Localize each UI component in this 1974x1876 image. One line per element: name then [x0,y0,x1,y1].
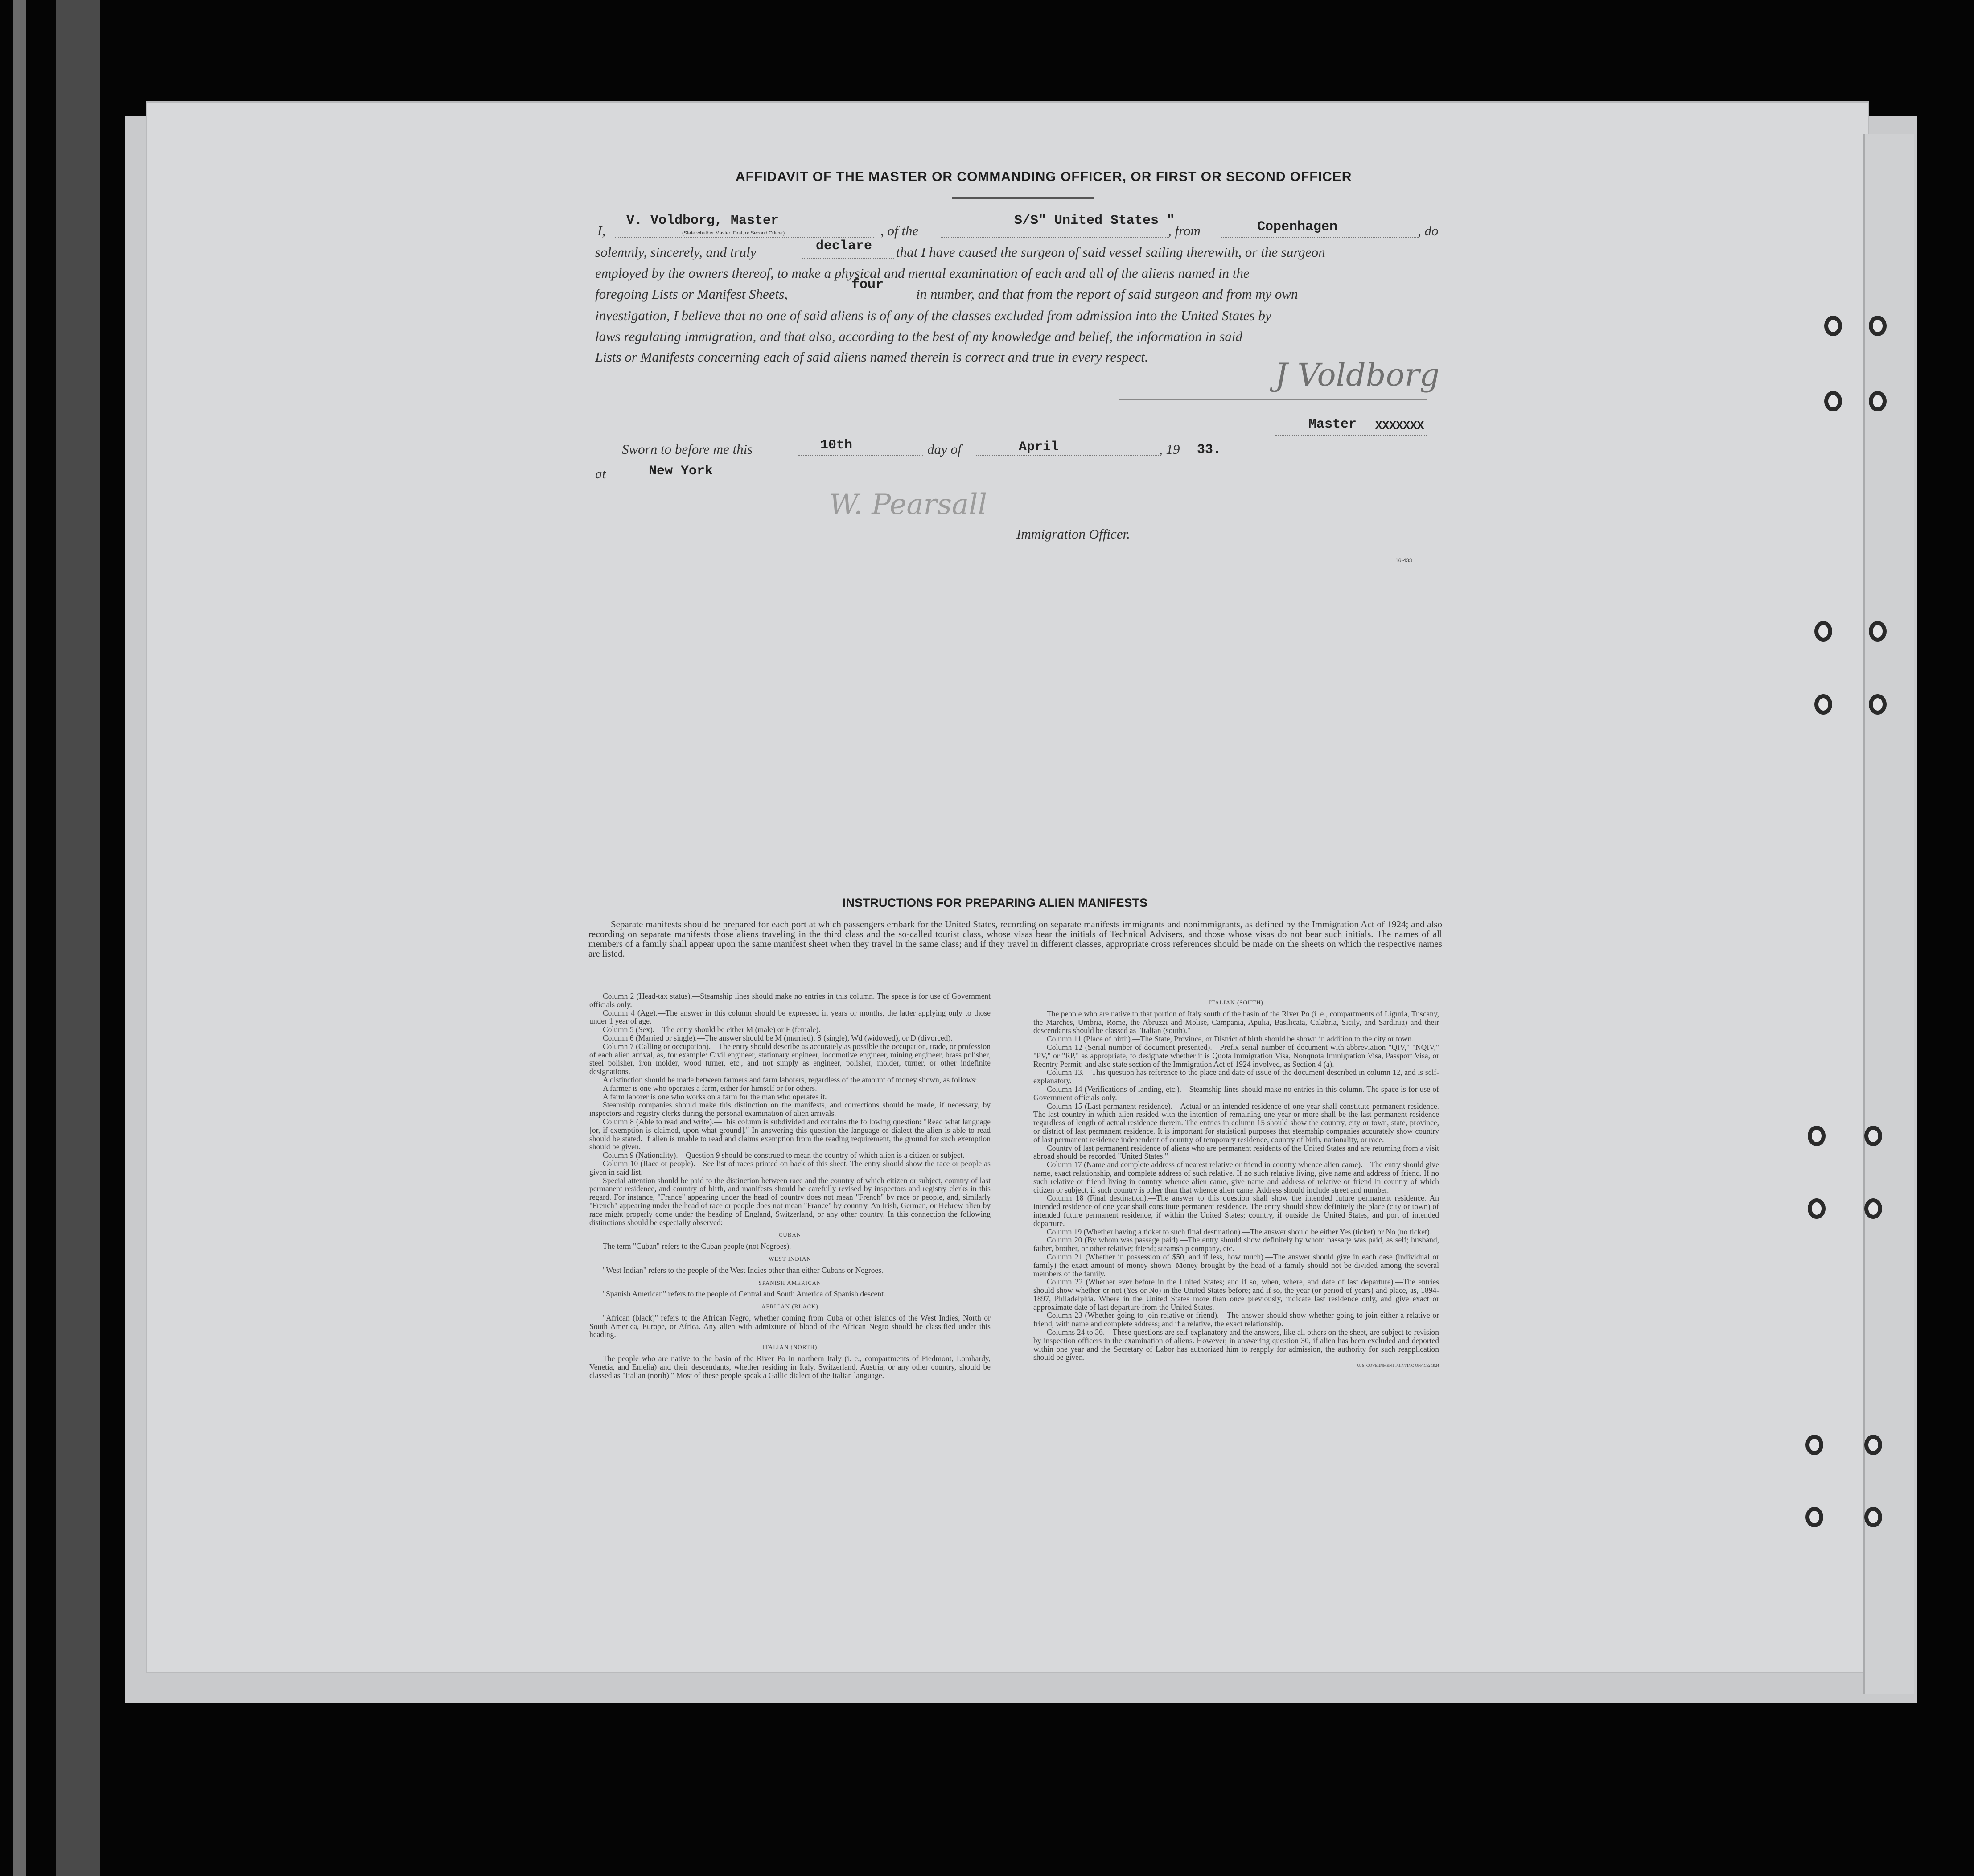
instruction-paragraph: A farm laborer is one who works on a farm for the man who operates it. [603,1092,827,1101]
instruction-paragraph: Column 21 (Whether in possession of $50, and if less, how much).—The answer should give in each case (individual or family) the exact amount of money shown. Money brought by the head of a family should not be divided among the several members of the family. [1033,1252,1439,1278]
sworn-place: New York [649,464,713,479]
binder-hole [1869,316,1887,336]
affidavit-line-7: Lists or Manifests concerning each of said aliens named therein is correct and true in every respect. [595,349,1148,365]
instruction-paragraph: A distinction should be made between farmers and farm laborers, regardless of the amount of money shown, as follows: [603,1075,977,1084]
instructions-right-column [1033,999,1439,1370]
instruction-paragraph: Column 5 (Sex).—The entry should be either M (male) or F (female). [603,1025,821,1034]
sworn-at: at [595,466,606,481]
fill-line [798,455,923,456]
instruction-paragraph: Column 4 (Age).—The answer in this column should be expressed in years or months, the latter applying only to those under 1 year of age. [589,1008,991,1026]
vessel-name: S/S" United States " [1014,213,1175,228]
port-of-departure: Copenhagen [1257,219,1338,234]
sworn-day: 10th [820,438,853,453]
sworn-c: , 19 [1159,441,1180,457]
affidavit-line-1-d: , do [1418,223,1439,239]
binder-hole [1805,1435,1823,1455]
instruction-paragraph: Column 13.—This question has reference to the place and date of issue of the document described in column 12, and is self-explanatory. [1033,1068,1439,1086]
instruction-paragraph: Column 17 (Name and complete address of nearest relative or friend in country whence alien came).—The entry should give name, exact relationship, and complete address of such relative. If no such relative living, give name and address of friend. If no such relative or friend living in country whence alien came, give name and address of relative or friend in country of which citizen or subject, if such country is other than that whence alien came. Address should include street and number. [1033,1160,1439,1194]
affidavit-line-4-b: in number, and that from the report of said surgeon and from my own [916,286,1298,302]
instruction-paragraph: The people who are native to that portion of Italy south of the basin of the River Po (i. e., compartments of Liguria, Tuscany, the Marches, Umbria, Rome, the Abruzzi and Molise, Campania, Apulia, Basilicata, Calabria, Sicily, and Sardinia) and their descendants should be classed as "Italian (south)." [1033,1009,1439,1035]
instruction-paragraph: Column 7 (Calling or occupation).—The entry should describe as accurately as possible the occupation, trade, or profession of each alien arrival, as, for example: Civil engineer, stationary engineer, locomotive engineer, mining engineer, brass polisher, steel polisher, iron molder, wood turner, etc., and not simply as engineer, polisher, molder, turner, or other indefinite designations. [589,1041,991,1076]
affidavit-line-2-a: solemnly, sincerely, and truly [595,244,757,260]
instruction-paragraph: Column 2 (Head-tax status).—Steamship lines should make no entries in this column. The space is for use of Government officials only. [589,991,991,1009]
instructions-left-column [589,992,991,1379]
instruction-paragraph: Column 23 (Whether going to join relative or friend).—The answer should show whether going to join either a relative or friend, with name and complete address; and if a relative, the exact relationship. [1033,1311,1439,1329]
immigration-officer-signature: W. Pearsall [829,488,987,521]
sworn-b: day of [927,441,962,457]
affidavit-line-3: employed by the owners thereof, to make a physical and mental examination of each and all of the aliens named in the [595,265,1250,281]
affidavit-line-5: investigation, I believe that no one of said aliens is of any of the classes excluded from admission into the United States by [595,308,1271,323]
signature-line [1119,399,1427,400]
affidavit-line-6: laws regulating immigration, and that also, according to the best of my knowledge and belief, the information in said [595,329,1243,344]
race-heading: SPANISH AMERICAN [758,1279,822,1286]
binder-hole [1814,694,1832,715]
instruction-paragraph: A farmer is one who operates a farm, either for himself or for others. [603,1083,817,1093]
affidavit-line-1-a: I, [597,223,606,239]
instruction-paragraph: Column 11 (Place of birth).—The State, Province, or District of birth should be shown in addition to the city or town. [1047,1034,1414,1044]
instruction-paragraph: Column 12 (Serial number of document presented).—Prefix serial number of document with abbreviation "QIV," "NQIV," "PV," or "RP," as appropriate, to designate whether it is Quota Immigration Visa, Nonquota Immigration Visa, Passport Visa, or Reentry Permit; and also state section of the Immigration Act of 1924 involved, as Section 4 (a). [1033,1042,1439,1069]
instruction-paragraph: Column 9 (Nationality).—Question 9 should be construed to mean the country of which alien is a citizen or subject. [603,1151,965,1160]
binder-strip [1863,134,1914,1694]
fill-line [1275,435,1427,436]
binder-hole [1869,391,1887,411]
binder-hole [1808,1126,1826,1146]
instruction-paragraph: Special attention should be paid to the distinction between race and the country of which citizen or subject, country of last permanent residence, and country of birth, and manifests should be carefully revised by inspectors and registry clerks in this regard. For instance, "France" appearing under the head of country does not mean "French" by race or people, and, similarly "French" appearing under the head of race or people does not mean "France" by country. An Irish, German, or Hebrew alien by race might properly come under the heading of England, Switzerland, or any other country. In this connection the following distinctions should be especially observed: [589,1176,991,1227]
binder-hole [1864,1435,1882,1455]
printer-imprint: U. S. GOVERNMENT PRINTING OFFICE: 1924 [1357,1363,1439,1368]
race-heading: AFRICAN (BLACK) [761,1303,819,1310]
affidavit-title: AFFIDAVIT OF THE MASTER OR COMMANDING OFFICER, OR FIRST OR SECOND OFFICER [736,169,1352,184]
fill-line [802,258,894,259]
instruction-paragraph: Column 20 (By whom was passage paid).—The entry should show definitely by whom passage was paid, as self; husband, father, brother, or other relative; friend; steamship company, etc. [1033,1235,1439,1253]
race-heading: CUBAN [778,1231,802,1238]
binder-hole [1814,621,1832,642]
form-number: 16-433 [1395,557,1412,564]
sworn-year: 33. [1197,442,1221,457]
signer-title-struck: XXXXXXX [1375,419,1424,432]
instruction-paragraph: Steamship companies should make this distinction on the manifests, and corrections should be made, if necessary, by inspectors and registry clerks during the personal examination of alien arrivals. [589,1100,991,1118]
title-rule [952,197,1094,199]
binder-hole [1869,621,1887,642]
binder-hole [1824,316,1842,336]
instruction-paragraph: Column 6 (Married or single).—The answer should be M (married), S (single), Wd (widowed), or D (divorced). [603,1033,953,1042]
instruction-paragraph: Column 15 (Last permanent residence).—Actual or an intended residence of one year shall constitute permanent residence. The last country in which alien resided with the intention of remaining one year or more shall be the last permanent residence regardless of length of actual residence therein. The entries in column 15 should show the country, city or town, state, province, or district of last permanent residence. It is important for statistical purposes that steamship companies accurately show country of last permanent residence independent of country of temporary residence, country of birth, nationality, or race. [1033,1101,1439,1144]
fill-line [1221,237,1418,238]
instructions-intro: Separate manifests should be prepared for each port at which passengers embark for the United States, recording on separate manifests immigrants and nonimmigrants, as defined by the Immigration Act of 1924; and also recording on separate manifests those aliens traveling in the third class and the so-called tourist class, whose visas bear the initials of Technical Advisers, and those whose visas do not bear such initials. The names of all members of a family shall appear upon the same manifest sheet when they travel in the same class; and if they travel in different classes, appropriate cross references should be made on the sheets on which the respective names are listed. [588,919,1442,959]
binder-hole [1864,1198,1882,1219]
instruction-paragraph: Country of last permanent residence of aliens who are permanent residents of the United States and are returning from a visit abroad should be recorded "United States." [1033,1143,1439,1161]
binder-hole [1808,1198,1826,1219]
immigration-officer-title: Immigration Officer. [1016,526,1130,542]
race-definition: The people who are native to the basin of the River Po in northern Italy (i. e., compartments of Piedmont, Lombardy, Venetia, and Emelia) and their descendants, whether residing in Italy, Switzerland, Austria, or any other country, should be classed as "Italian (north)." Most of these people speak a Gallic dialect of the Italian language. [589,1354,991,1380]
binder-hole [1869,694,1887,715]
instruction-paragraph: Columns 24 to 36.—These questions are self-explanatory and the answers, like all others on the sheet, are subject to revision by inspection officers in the examination of aliens. However, in answering question 30, if alien has been excluded and deported within one year and the Secretary of Labor has authorized him to reapply for admission, the authority for such reapplication should be given. [1033,1328,1439,1362]
race-heading: ITALIAN (SOUTH) [1209,999,1263,1006]
instruction-paragraph: Column 8 (Able to read and write).—This column is subdivided and contains the following question: "Read what language [or, if exemption is claimed, upon what ground]." In answering this question the language or dialect the alien is able to read should be stated. If alien is unable to read and claims exemption from the reading requirement, the ground for such exemption should be given. [589,1117,991,1152]
sworn-month: April [1019,440,1059,455]
declare-word: declare [816,239,872,254]
rank-note: (State whether Master, First, or Second Officer) [682,230,785,236]
instruction-paragraph: Column 19 (Whether having a ticket to such final destination).—The answer should be either Yes (ticket) or No (no ticket). [1047,1227,1432,1236]
binder-hole [1864,1126,1882,1146]
instruction-paragraph: Column 14 (Verifications of landing, etc.).—Steamship lines should make no entries in this column. The space is for use of Government officials only. [1033,1084,1439,1102]
sheet-count: four [851,277,884,292]
instruction-paragraph: Column 10 (Race or people).—See list of races printed on back of this sheet. The entry should show the race or people as given in said list. [589,1159,991,1177]
film-edge-left [13,0,26,1876]
fill-line [976,455,1159,456]
race-definition: "African (black)" refers to the African Negro, whether coming from Cuba or other islands of the West Indies, North or South America, Europe, or Africa. Any alien with admixture of blood of the African Negro should be classified under this heading. [589,1313,991,1339]
race-heading: WEST INDIAN [769,1255,811,1262]
film-edge-left-inner [56,0,100,1876]
affidavit-line-4-a: foregoing Lists or Manifest Sheets, [595,286,788,302]
instructions-title: INSTRUCTIONS FOR PREPARING ALIEN MANIFESTS [843,896,1148,909]
affidavit-line-1-c: , from [1168,223,1201,239]
fill-line [615,237,874,238]
fill-line [941,237,1168,238]
instruction-paragraph: Column 22 (Whether ever before in the United States; and if so, when, where, and date of last departure).—The entries should show whether or not (Yes or No) in the United States before; and if so, the year (or period of years) and place, as, 1894-1897, Philadelphia. Where in the United States more than once previously, indicate last residence only, and give exact or approximate date of last departure from the United States. [1033,1277,1439,1312]
instruction-paragraph: Column 18 (Final destination).—The answer to this question shall show the intended future permanent residence. An intended residence of one year shall constitute permanent residence. The entry should show definitely the place (city or town) of intended future permanent residence, if within the United States; country, if outside the United States, and port of intended departure. [1033,1193,1439,1228]
signer-title: Master [1308,417,1357,432]
affidavit-line-2-b: that I have caused the surgeon of said vessel sailing therewith, or the surgeon [896,244,1325,260]
race-definition: The term "Cuban" refers to the Cuban people (not Negroes). [603,1242,791,1251]
officer-name: V. Voldborg, Master [626,213,779,228]
binder-hole [1805,1507,1823,1527]
race-definition: "Spanish American" refers to the people of Central and South America of Spanish descent. [603,1289,886,1299]
binder-hole [1864,1507,1882,1527]
master-signature: J Voldborg [1275,357,1440,393]
sworn-a: Sworn to before me this [622,441,753,457]
affidavit-line-1-b: , of the [880,223,919,239]
race-definition: "West Indian" refers to the people of the West Indies other than either Cubans or Negroes. [603,1265,884,1275]
race-heading: ITALIAN (NORTH) [762,1344,818,1351]
binder-hole [1824,391,1842,411]
